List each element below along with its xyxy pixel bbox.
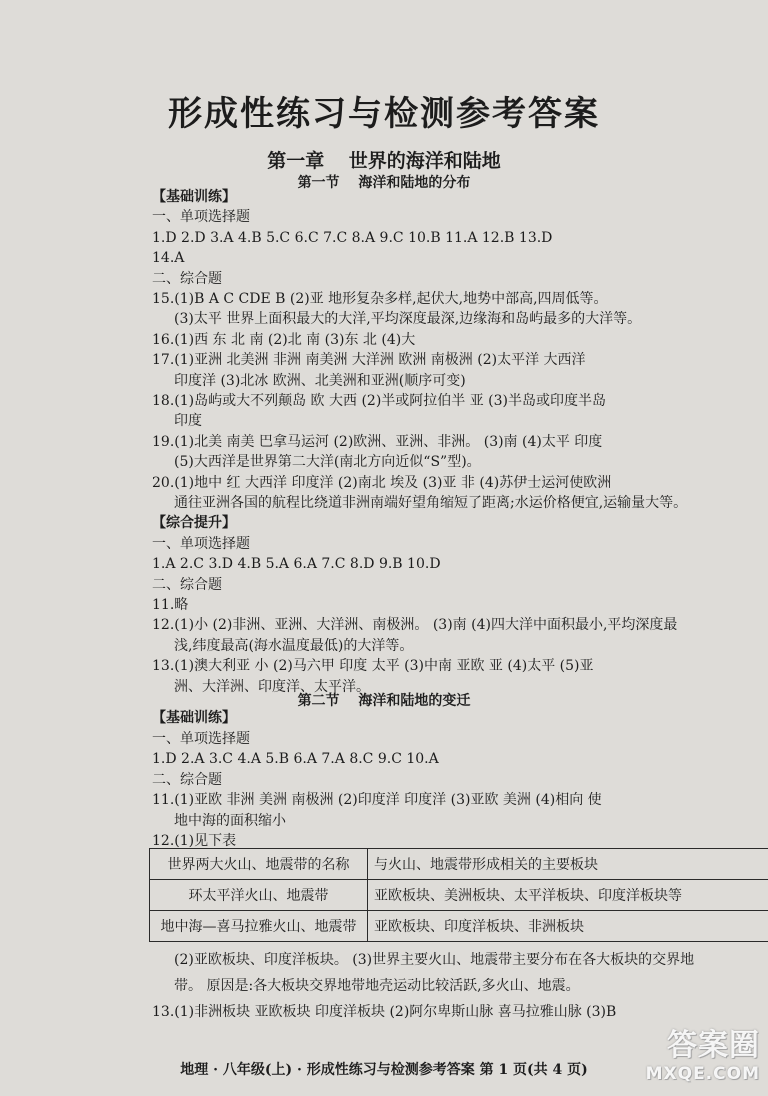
section-title-2: 第二节 海洋和陆地的变迁 [297,693,471,709]
table-cell: 亚欧板块、美洲板块、太平洋板块、印度洋板块等 [368,880,768,911]
section-heading: 【基础训练】 [152,710,236,726]
answer-line: 浅,纬度最高(海水温度最低)的大洋等。 [174,637,414,654]
answer-line: 17.(1)亚洲 北美洲 非洲 南美洲 大洋洲 欧洲 南极洲 (2)太平洋 大西洋 [152,352,586,369]
answer-line: 11.略 [152,597,189,613]
answer-line: (3)太平 世界上面积最大的大洋,平均深度最深,边缘海和岛屿最多的大洋等。 [174,311,642,328]
answer-line: 1.D 2.D 3.A 4.B 5.C 6.C 7.C 8.A 9.C 10.B 11.A 12.B 13.D [152,229,553,246]
table-cell: 世界两大火山、地震带的名称 [150,849,368,880]
answer-line: 13.(1)非洲板块 亚欧板块 印度洋板块 (2)阿尔卑斯山脉 喜马拉雅山脉 (3)B [152,1004,617,1020]
answer-line: 带。 原因是:各大板块交界地带地壳运动比较活跃,多火山、地震。 [174,978,580,994]
table-cell: 环太平洋火山、地震带 [150,880,368,911]
answer-line: 20.(1)地中 红 大西洋 印度洋 (2)南北 埃及 (3)亚 非 (4)苏伊士运河使欧洲 [152,474,612,491]
answer-line: 11.(1)亚欧 非洲 美洲 南极洲 (2)印度洋 印度洋 (3)亚欧 美洲 (4)相向 使 [152,792,602,808]
page-footer: 地理 · 八年级(上) · 形成性练习与检测参考答案 第 1 页(共 4 页) [180,1062,588,1078]
answer-line: 12.(1)小 (2)非洲、亚洲、大洋洲、南极洲。 (3)南 (4)四大洋中面积最小,平均深度最 [152,617,678,634]
answer-line: 19.(1)北美 南美 巴拿马运河 (2)欧洲、亚洲、非洲。 (3)南 (4)太平 印度 [152,433,603,450]
table-cell: 与火山、地震带形成相关的主要板块 [368,849,768,880]
answer-line: 印度洋 (3)北冰 欧洲、北美洲和亚洲(顺序可变) [174,372,466,389]
plate-table [149,848,768,942]
page-title: 形成性练习与检测参考答案 [168,94,600,134]
answer-line: 18.(1)岛屿或大不列颠岛 欧 大西 (2)半或阿拉伯半 亚 (3)半岛或印度半岛 [152,393,607,409]
answer-line: 二、综合题 [152,576,222,593]
section-title-1: 第一节 海洋和陆地的分布 [297,175,471,191]
answer-line: 13.(1)澳大利亚 小 (2)马六甲 印度 太平 (3)中南 亚欧 亚 (4)太平 (5)亚 [152,658,594,675]
answer-line: (2)亚欧板块、印度洋板块。 (3)世界主要火山、地震带主要分布在各大板块的交界地 [174,952,695,968]
answer-line: 通往亚洲各国的航程比绕道非洲南端好望角缩短了距离;水运价格便宜,运输量大等。 [174,495,688,511]
chapter-title: 第一章 世界的海洋和陆地 [267,150,501,172]
table-cell: 地中海—喜马拉雅火山、地震带 [150,911,368,942]
answer-line: 1.D 2.A 3.C 4.A 5.B 6.A 7.A 8.C 9.C 10.A [152,751,439,767]
section-heading: 【基础训练】 [152,189,236,205]
watermark-text: 答案圈 [667,1028,760,1063]
answer-line: 一、单项选择题 [152,209,250,226]
answer-line: 地中海的面积缩小 [174,812,286,829]
watermark-url: MXQE.COM [645,1064,760,1084]
table-row [150,911,768,942]
answer-line: 二、综合题 [152,771,222,788]
answer-line: 一、单项选择题 [152,535,250,552]
table-row [150,880,768,911]
answer-line: 15.(1)B A C CDE B (2)亚 地形复杂多样,起伏大,地势中部高,四周低等。 [152,291,608,307]
answer-line: 印度 [174,413,202,430]
answer-line: 洲、大洋洲、印度洋、太平洋。 [174,678,370,695]
table-row [150,849,768,880]
answer-line: (5)大西洋是世界第二大洋(南北方向近似“S”型)。 [174,454,481,471]
answer-line: 16.(1)西 东 北 南 (2)北 南 (3)东 北 (4)大 [152,331,416,348]
answer-line: 1.A 2.C 3.D 4.B 5.A 6.A 7.C 8.D 9.B 10.D [152,556,441,573]
answer-line: 12.(1)见下表 [152,833,237,849]
answer-line: 一、单项选择题 [152,730,250,747]
watermark-logo [628,1020,760,1090]
table-cell: 亚欧板块、印度洋板块、非洲板块 [368,911,768,942]
section-heading: 【综合提升】 [152,515,236,532]
answer-line: 14.A [152,250,185,267]
answer-line: 二、综合题 [152,270,222,287]
